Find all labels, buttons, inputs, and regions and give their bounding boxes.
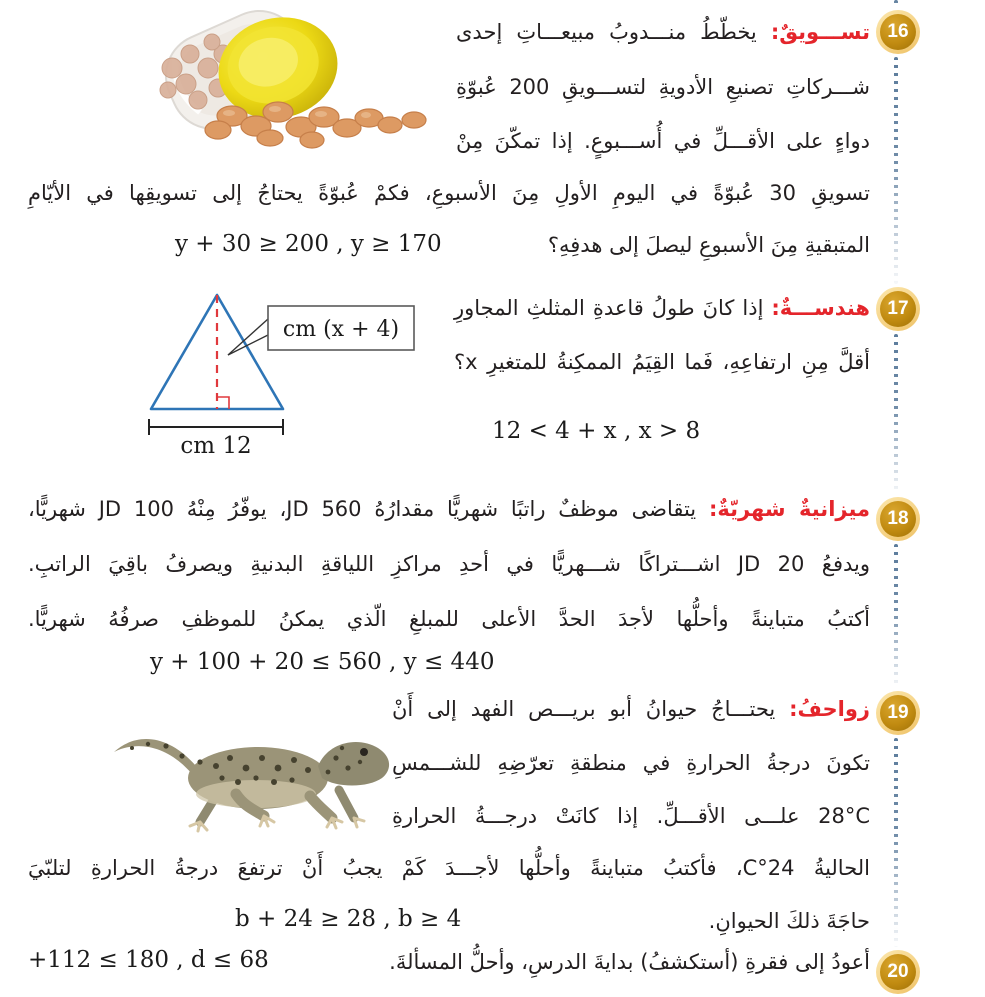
gecko-eye [360, 748, 368, 756]
gecko-leg [339, 790, 354, 818]
dotted-divider-segment [894, 738, 898, 947]
p16-line-2: شـــركاتِ تصنيعِ الأدويةِ لتســـويقِ 200 عُبوّةِ [456, 75, 870, 99]
problem-17-number: 17 [880, 291, 916, 327]
dotted-divider-segment [894, 334, 898, 494]
triangle-diagram [118, 285, 420, 457]
gecko-leg [310, 796, 332, 818]
dotted-divider-segment [894, 544, 898, 688]
p19-line-5: حاجَةَ ذلكَ الحيوانِ. [708, 909, 870, 933]
p17-line-1-text: إذا كانَ طولُ قاعدةِ المثلثِ المجاورِ [454, 296, 764, 320]
p19-line-1-text: يحتـــاجُ حيوانُ أبو بريـــص الفهد إلى أَنْ [392, 697, 776, 721]
problem-16-number: 16 [880, 14, 916, 50]
p16-topic-label: تســـويقٌ: [770, 20, 870, 44]
p16-answer: y + 30 ≥ 200 , y ≥ 170 [175, 231, 442, 257]
p17-topic-label: هندســـةٌ: [771, 296, 870, 320]
p16-line-4: تسويقِ 30 عُبوّةً في اليومِ الأولِ مِنَ الأسبوعِ، فكمْ عُبوّةً يحتاجُ إلى تسويقِها في الأيّامِ [28, 181, 870, 205]
pills-jar-illustration [126, 6, 460, 162]
gecko-toes [190, 816, 364, 831]
p19-answer: b + 24 ≥ 28 , b ≥ 4 [235, 906, 462, 932]
p17-answer: 12 < 4 + x , x > 8 [492, 418, 701, 444]
problem-19-badge [876, 691, 920, 735]
problem-16-badge [876, 10, 920, 54]
gecko-illustration [96, 708, 398, 836]
spilled-pills [205, 102, 426, 148]
p19-line-3: 28°C علـــى الأقـــلِّ. إذا كانَتْ درجـــةُ الحرارةِ [392, 804, 870, 828]
gecko-belly [196, 780, 316, 808]
p19-topic-label: زواحفُ: [789, 697, 870, 721]
p18-line-1 [28, 491, 870, 528]
callout-pointer [228, 335, 268, 355]
problem-17-badge [876, 287, 920, 331]
p18-topic-label: ميزانيةٌ شهريّةٌ: [708, 497, 871, 521]
problem-18-number: 18 [880, 501, 916, 537]
p16-line-3: دواءٍ على الأقـــلِّ في أُســـبوعٍ. إذا تمكّنَ مِنْ [456, 129, 870, 153]
problem-19-number: 19 [880, 695, 916, 731]
p17-line-1 [454, 290, 870, 327]
dotted-divider-segment [894, 0, 898, 8]
p16-line-1 [456, 14, 870, 51]
problem-20-badge [876, 950, 920, 994]
p17-line-2: أقلَّ مِنِ ارتفاعِهِ، فَما القِيَمُ الممكِنةُ للمتغيرِ x؟ [454, 350, 870, 374]
problem-20-number: 20 [880, 954, 916, 990]
p20-line: أعودُ إلى فقرةِ (أستكشفُ) بدايةَ الدرسِ، وأحلُّ المسألةَ. [389, 950, 870, 974]
p19-line-4: الحاليةُ 24°C، فأكتبُ متباينةً وأحلُّها لأجـــدَ كَمْ يجبُ أَنْ ترتفعَ درجةُ الحرارةِ لتلبّيَ [28, 856, 870, 880]
p20-answer: +112 ≤ 180 , d ≤ 68 [28, 947, 269, 973]
gecko-head [318, 742, 389, 786]
p18-line-3: أكتبُ متباينةً وأحلُّها لأجدَ الحدَّ الأعلى للمبلغِ الّذي يمكنُ للموظفِ صرفُهُ شهريًّا. [28, 607, 870, 631]
right-angle-mark [217, 397, 229, 409]
p18-line-2: ويدفعُ JD 20 اشـــتراكًا شـــهريًّا في أحدِ مراكزِ اللياقةِ البدنيةِ ويصرفُ باقِيَ الراتبِ. [28, 552, 870, 576]
p19-line-1 [392, 691, 870, 728]
p18-line-1-text: يتقاضى موظفٌ راتبًا شهريًّا مقدارُهُ JD 560، يوفّرُ مِنْهُ JD 100 شهريًّا، [28, 497, 697, 521]
callout-label: (4 + x) cm [282, 317, 400, 342]
p18-answer: y + 100 + 20 ≤ 560 , y ≤ 440 [150, 649, 495, 675]
problem-18-badge [876, 497, 920, 541]
p16-line-5: المتبقيةِ مِنَ الأسبوعِ ليصلَ إلى هدفِهِ؟ [547, 233, 870, 257]
dotted-divider-segment [894, 57, 898, 284]
p16-line-1-text: يخطّطُ منـــدوبُ مبيعـــاتِ إحدى [456, 20, 757, 44]
base-length-label: 12 cm [180, 433, 252, 457]
p19-line-2: تكونَ درجةُ الحرارةِ في منطقةِ تعرّضِهِ للشـــمسِ [392, 751, 870, 775]
